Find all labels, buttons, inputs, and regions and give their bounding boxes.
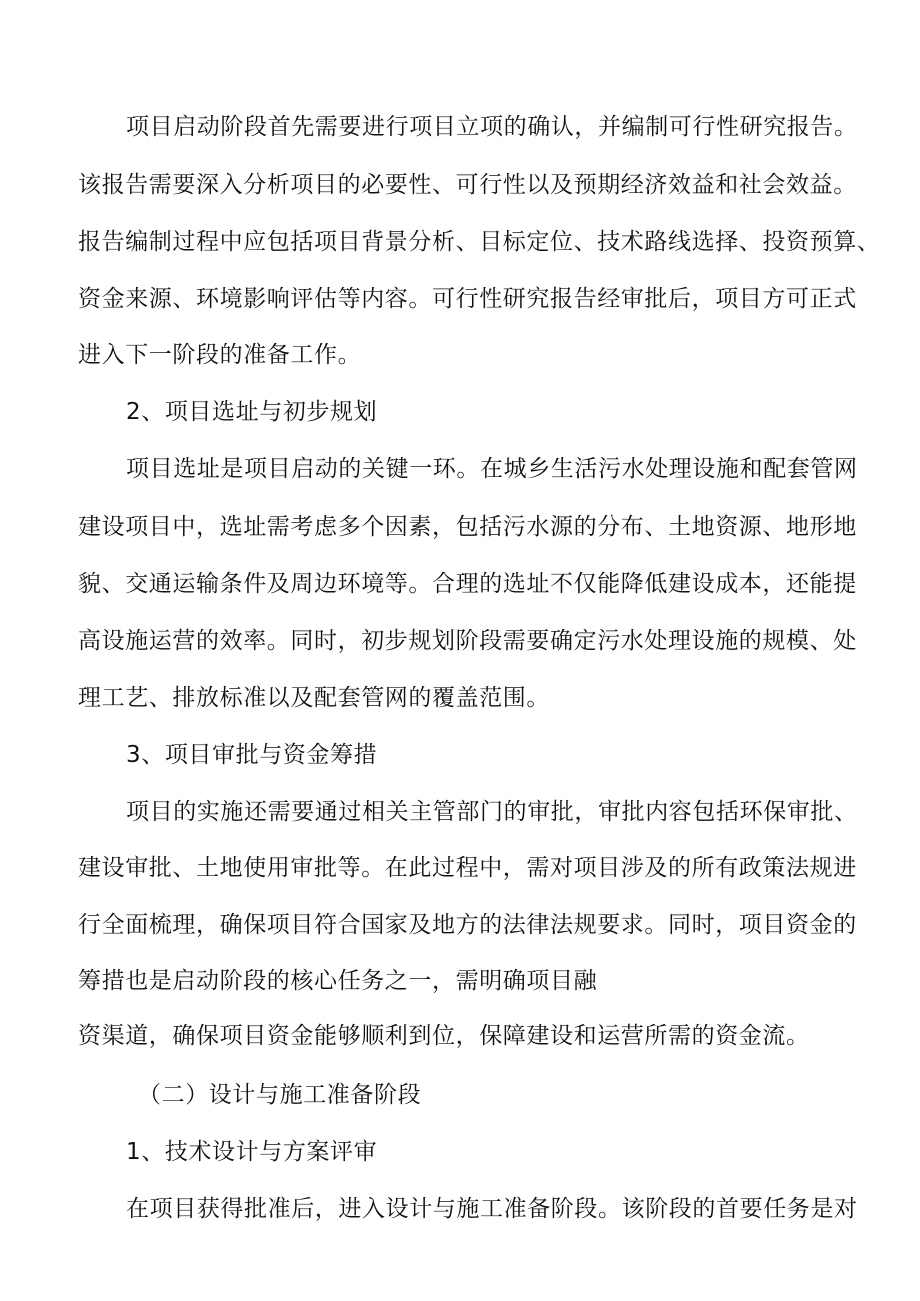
heading-approval-funding: 3、项目审批与资金筹措 <box>126 742 378 768</box>
paragraph-2-line-2: 建设项目中，选址需考虑多个因素，包括污水源的分布、土地资源、地形地 <box>78 514 857 540</box>
paragraph-1-line-2: 该报告需要深入分析项目的必要性、可行性以及预期经济效益和社会效益。 <box>78 172 857 198</box>
paragraph-1-line-1: 项目启动阶段首先需要进行项目立项的确认，并编制可行性研究报告。 <box>126 114 858 140</box>
heading-technical-design: 1、技术设计与方案评审 <box>126 1139 378 1165</box>
paragraph-1-line-3: 报告编制过程中应包括项目背景分析、目标定位、技术路线选择、投资预算、 <box>78 229 881 255</box>
paragraph-2-line-1: 项目选址是项目启动的关键一环。在城乡生活污水处理设施和配套管网 <box>126 456 858 482</box>
paragraph-3-line-4: 筹措也是启动阶段的核心任务之一，需明确项目融 <box>78 968 598 994</box>
heading-site-selection: 2、项目选址与初步规划 <box>126 399 378 425</box>
paragraph-2-line-3: 貌、交通运输条件及周边环境等。合理的选址不仅能降低建设成本，还能提 <box>78 571 857 597</box>
paragraph-1-line-4: 资金来源、环境影响评估等内容。可行性研究报告经审批后，项目方可正式 <box>78 286 857 312</box>
section-heading-design-construction: （二）设计与施工准备阶段 <box>138 1082 422 1108</box>
paragraph-1-line-5: 进入下一阶段的准备工作。 <box>78 342 362 368</box>
paragraph-3-line-2: 建设审批、土地使用审批等。在此过程中，需对项目涉及的所有政策法规进 <box>78 855 857 881</box>
paragraph-3-line-3: 行全面梳理，确保项目符合国家及地方的法律法规要求。同时，项目资金的 <box>78 912 857 938</box>
paragraph-4-line-1: 在项目获得批准后，进入设计与施工准备阶段。该阶段的首要任务是对 <box>126 1196 858 1222</box>
paragraph-3-line-1: 项目的实施还需要通过相关主管部门的审批，审批内容包括环保审批、 <box>126 799 858 825</box>
paragraph-3-line-5: 资渠道，确保项目资金能够顺利到位，保障建设和运营所需的资金流。 <box>78 1023 810 1049</box>
paragraph-2-line-5: 理工艺、排放标准以及配套管网的覆盖范围。 <box>78 685 550 711</box>
paragraph-2-line-4: 高设施运营的效率。同时，初步规划阶段需要确定污水处理设施的规模、处 <box>78 628 857 654</box>
